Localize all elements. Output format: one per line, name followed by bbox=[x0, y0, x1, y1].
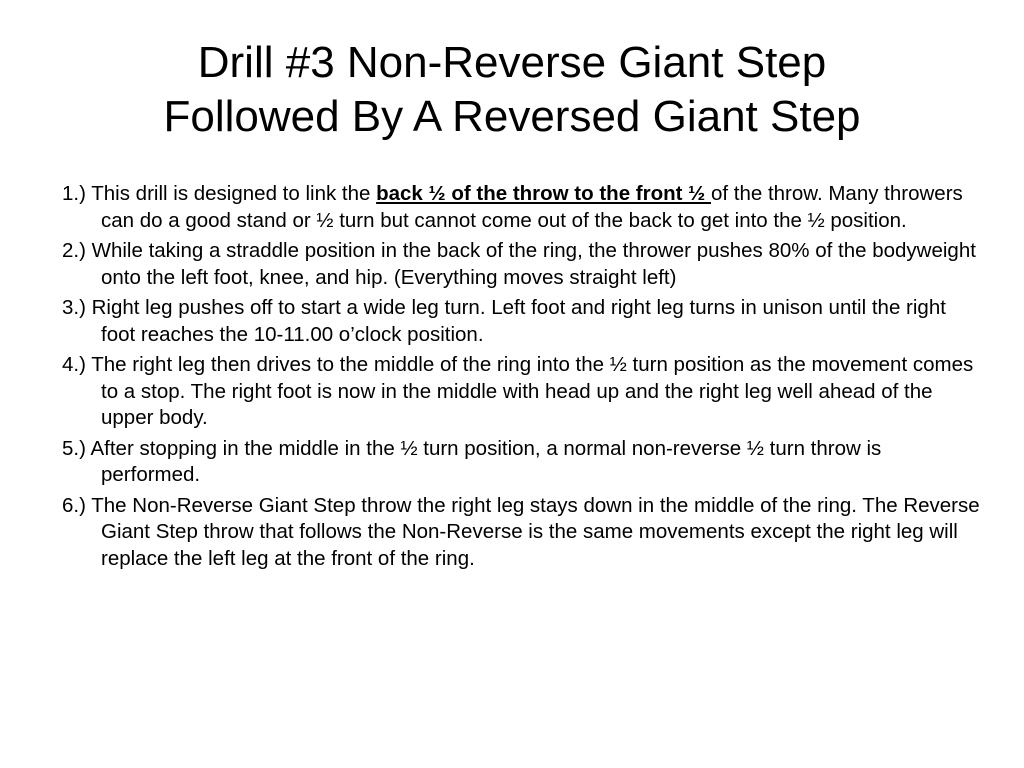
slide-title bbox=[0, 36, 1024, 144]
drill-step-1-text-end: of the throw. Many throwers can do a good stand or ½ turn but cannot come out of the back to get into the ½ position. bbox=[101, 182, 963, 232]
drill-step-6: 6.) The Non-Reverse Giant Step throw the right leg stays down in the middle of the ring. The Reverse Giant Step throw that follows the Non-Reverse is the same movements except the right leg will replace the left leg at the front of the ring. bbox=[62, 493, 980, 570]
drill-step-1-emphasis: back ½ of the throw to the front ½ bbox=[376, 182, 711, 205]
drill-step-5: 5.) After stopping in the middle in the ½ turn position, a normal non-reverse ½ turn throw is performed. bbox=[62, 436, 882, 486]
drill-steps-list bbox=[62, 181, 982, 576]
drill-step-4: 4.) The right leg then drives to the middle of the ring into the ½ turn position as the movement comes to a stop. The right foot is now in the middle with head up and the right leg well ahead of the upper body. bbox=[62, 353, 974, 429]
slide-title-line-2: Followed By A Reversed Giant Step bbox=[163, 92, 861, 141]
drill-step-1-text-start: 1.) This drill is designed to link the bbox=[62, 182, 377, 205]
drill-step-2: 2.) While taking a straddle position in the back of the ring, the thrower pushes 80% of the bodyweight onto the left foot, knee, and hip. (Everything moves straight left) bbox=[62, 239, 976, 289]
drill-step-1 bbox=[62, 181, 982, 234]
slide-title-line-1: Drill #3 Non-Reverse Giant Step bbox=[197, 38, 827, 87]
drill-step-3: 3.) Right leg pushes off to start a wide leg turn. Left foot and right leg turns in unison until the right foot reaches the 10-11.00 o’clock position. bbox=[62, 296, 946, 346]
